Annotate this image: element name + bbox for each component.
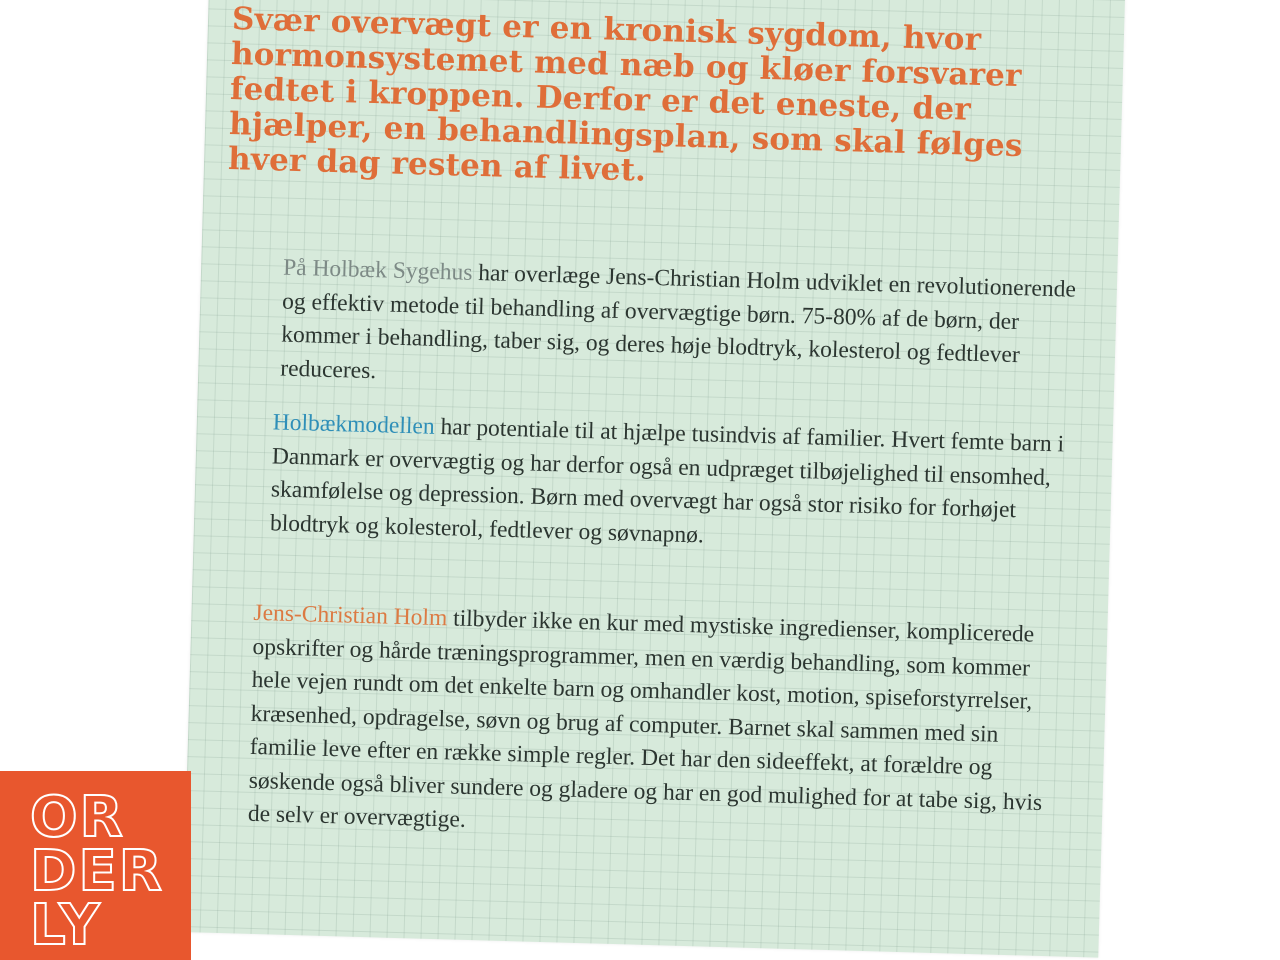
paragraph-3 [247, 597, 1073, 854]
paragraph-2-lead: Holbækmodellen [272, 409, 436, 440]
logo-line-3: LY [30, 893, 102, 958]
paragraph-3-lead: Jens-Christian Holm [253, 599, 448, 632]
paragraph-1-lead: På Holbæk Sygehus [282, 254, 473, 286]
logo-line-1: OR [30, 785, 125, 850]
paragraph-1-text: har overlæge Jens-Christian Holm udviklet en revolutionerende og effektiv metode til behandling af overvægtige børn. 75-80% af de børn, der kommer i behandling, taber sig, og deres høje blodtryk, kolesterol og fedtlever reduceres. [279, 259, 1077, 384]
paragraph-3-text: tilbyder ikke en kur med mystiske ingredienser, komplicerede opskrifter og hårde træningsprogrammer, men en værdig behandling, som kommer hele vejen rundt om det enkelte barn og omhandler kost, motion, spiseforstyrrelser, kræsenhed, opdragelse, søvn og brug af computer. Barnet skal sammen med sin familie leve efter en række simple regler. Det har den sideeffekt, at forældre og søskende også bliver sundere og gladere og har en god mulighed for at tabe sig, hvis de selv er overvægtige. [247, 605, 1043, 833]
orderly-logo [0, 771, 191, 960]
book-back-cover [183, 0, 1126, 958]
logo-line-2: DER [30, 839, 164, 904]
paragraph-1 [280, 252, 1083, 408]
paragraph-2 [270, 406, 1073, 562]
headline: Svær overvægt er en kronisk sygdom, hvor hormonsystemet med næb og kløer forsvarer fedtet i kroppen. Derfor er det eneste, der hjælper, en behandlingsplan, som skal følges hver dag resten af livet. [227, 1, 1024, 189]
paragraph-2-text: har potentiale til at hjælpe tusindvis af familier. Hvert femte barn i Danmark er overvægtig og har derfor også en udpræget tilbøjelighed til ensomhed, skamfølelse og depression. Børn med overvægt har også stor risiko for forhøjet blodtryk og kolesterol, fedtlever og søvnapnø. [269, 413, 1065, 548]
orderly-logo-text [30, 785, 164, 958]
